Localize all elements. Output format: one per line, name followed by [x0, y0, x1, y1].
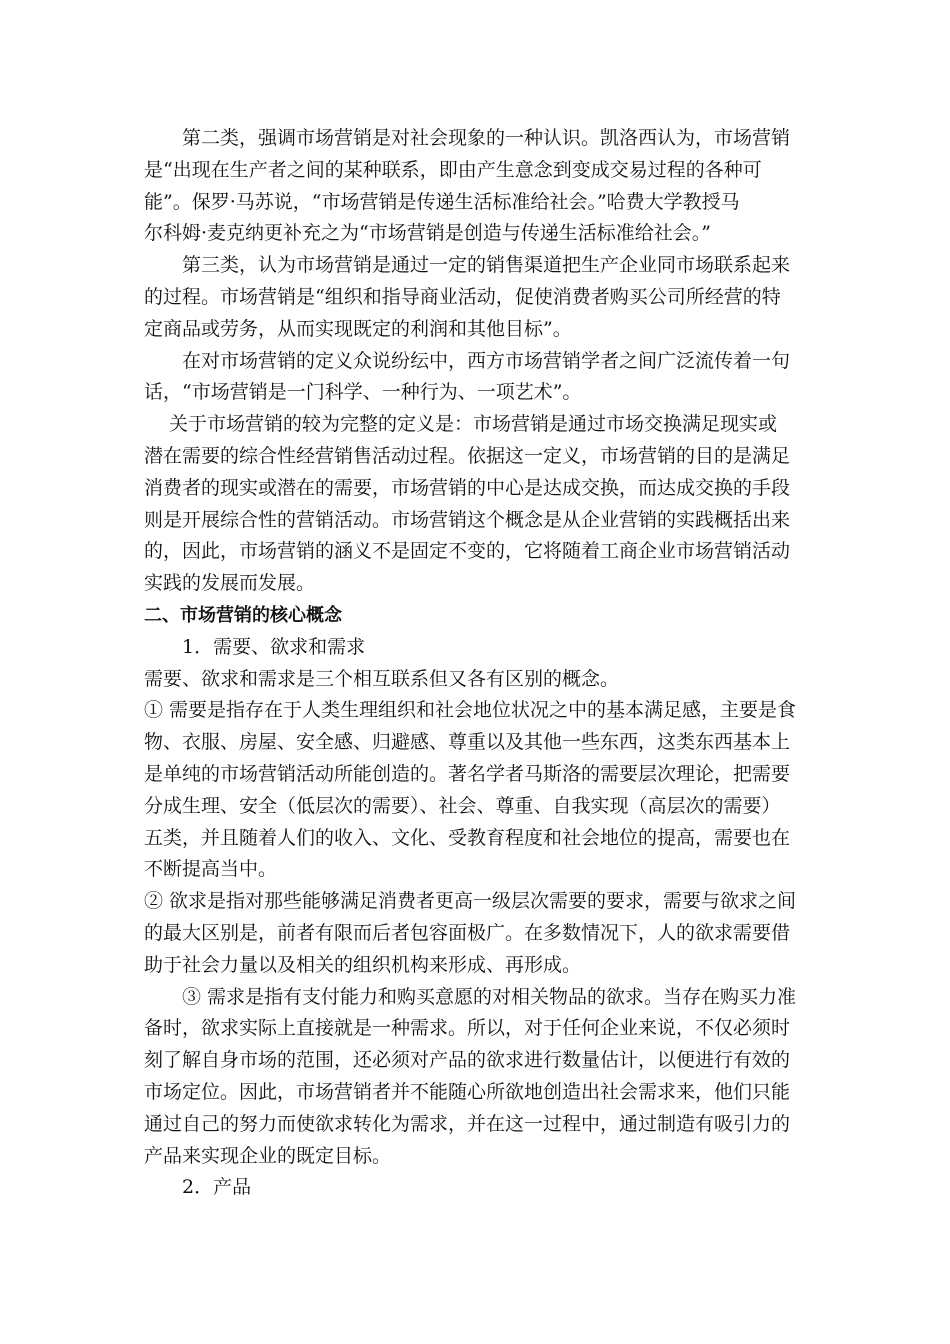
text-line: 的，因此，市场营销的涵义不是固定不变的，它将随着工商企业市场营销活动 [144, 540, 791, 563]
text-line: 的最大区别是，前者有限而后者包容面极广。在多数情况下，人的欲求需要借 [144, 921, 791, 944]
section-heading: 二、市场营销的核心概念 [144, 604, 342, 626]
text-line: 备时，欲求实际上直接就是一种需求。所以，对于任何企业来说，不仅必须时 [144, 1017, 791, 1040]
text-line: 则是开展综合性的营销活动。市场营销这个概念是从企业营销的实践概括出来 [144, 508, 791, 531]
text-line: ③ 需求是指有支付能力和购买意愿的对相关物品的欲求。当存在购买力准 [144, 985, 797, 1008]
text-line: 助于社会力量以及相关的组织机构来形成、再形成。 [144, 953, 582, 976]
text-line: 是“出现在生产者之间的某种联系，即由产生意念到变成交易过程的各种可 [144, 158, 762, 181]
text-line: 第二类，强调市场营销是对社会现象的一种认识。凯洛西认为，市场营销 [144, 127, 791, 149]
text-line: 实践的发展而发展。 [144, 572, 316, 595]
text-line: ① 需要是指存在于人类生理组织和社会地位状况之中的基本满足感，主要是食 [144, 699, 797, 722]
text-line: 能”。保罗·马苏说，“市场营销是传递生活标准给社会。”哈费大学教授马 [144, 190, 740, 213]
text-line: 话，“市场营销是一门科学、一种行为、一项艺术”。 [144, 381, 582, 404]
text-line: 第三类，认为市场营销是通过一定的销售渠道把生产企业同市场联系起来 [144, 254, 791, 277]
text-line: ② 欲求是指对那些能够满足消费者更高一级层次需要的要求，需要与欲求之间 [144, 890, 797, 913]
text-line: 尔科姆·麦克纳更补充之为“市场营销是创造与传递生活标准给社会。” [144, 222, 711, 245]
text-line: 刻了解自身市场的范围，还必须对产品的欲求进行数量估计，以便进行有效的 [144, 1049, 791, 1072]
text-line: 市场定位。因此，市场营销者并不能随心所欲地创造出社会需求来，他们只能 [144, 1080, 791, 1103]
text-line: 是单纯的市场营销活动所能创造的。著名学者马斯洛的需要层次理论，把需要 [144, 762, 791, 785]
text-line: 产品来实现企业的既定目标。 [144, 1144, 392, 1167]
text-line: 不断提高当中。 [144, 858, 278, 881]
subsection-heading: 2．产品 [144, 1176, 252, 1199]
subsection-heading: 1．需要、欲求和需求 [144, 635, 366, 658]
text-line: 通过自己的努力而使欲求转化为需求，并在这一过程中，通过制造有吸引力的 [144, 1112, 791, 1135]
text-line: 物、衣服、房屋、安全感、归避感、尊重以及其他一些东西，这类东西基本上 [144, 731, 791, 754]
text-line: 五类，并且随着人们的收入、文化、受教育程度和社会地位的提高，需要也在 [144, 826, 791, 849]
text-line: 分成生理、安全（低层次的需要）、社会、尊重、自我实现（高层次的需要） [144, 794, 781, 817]
document-body [144, 123, 804, 1204]
text-line: 消费者的现实或潜在的需要，市场营销的中心是达成交换，而达成交换的手段 [144, 476, 791, 499]
text-line: 在对市场营销的定义众说纷纭中，西方市场营销学者之间广泛流传着一句 [144, 349, 791, 372]
text-line: 定商品或劳务，从而实现既定的利润和其他目标”。 [144, 317, 572, 340]
text-line: 潜在需要的综合性经营销售活动过程。依据这一定义，市场营销的目的是满足 [144, 444, 791, 467]
text-line: 关于市场营销的较为完整的定义是：市场营销是通过市场交换满足现实或 [144, 413, 778, 436]
text-line: 需要、欲求和需求是三个相互联系但又各有区别的概念。 [144, 667, 620, 690]
text-line: 的过程。市场营销是“组织和指导商业活动，促使消费者购买公司所经营的特 [144, 285, 781, 308]
